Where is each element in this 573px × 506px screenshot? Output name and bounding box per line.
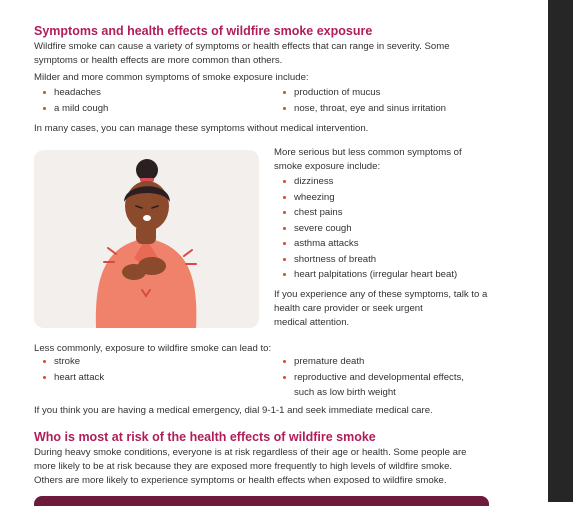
emergency-text: If you think you are having a medical emergency, dial 9-1-1 and seek immediate medical care. <box>34 405 433 416</box>
list-item: chest pains <box>280 205 457 221</box>
list-item: premature death <box>280 354 464 370</box>
list-item: shortness of breath <box>280 252 457 268</box>
list-item: headaches <box>40 85 108 101</box>
intro-paragraph <box>34 40 504 68</box>
section-heading-risk: Who is most at risk of the health effects of wildfire smoke <box>34 430 376 444</box>
experience-line-2: health care provider or seek urgent <box>274 303 423 314</box>
person-coughing-image <box>34 150 259 328</box>
serious-intro-line-2: smoke exposure include: <box>274 161 381 172</box>
risk-line-1: During heavy smoke conditions, everyone is at risk regardless of their age or health. Some people are <box>34 447 467 458</box>
list-item: a mild cough <box>40 101 108 117</box>
next-section-header-bar <box>34 496 489 506</box>
less-common-intro: Less commonly, exposure to wildfire smoke can lead to: <box>34 343 272 354</box>
serious-intro <box>274 146 514 174</box>
experience-paragraph <box>274 288 524 330</box>
less-common-list-right <box>280 354 464 401</box>
milder-list-right <box>280 85 446 116</box>
list-item: dizziness <box>280 174 457 190</box>
risk-line-2: more likely to be at risk because they are exposed more frequently to high levels of wildfire smoke. <box>34 461 453 472</box>
experience-line-3: medical attention. <box>274 317 350 328</box>
risk-line-3: Others are more likely to experience symptoms or health effects when exposed to wildfire smoke. <box>34 475 447 486</box>
list-item: heart attack <box>40 370 104 386</box>
list-item: wheezing <box>280 190 457 206</box>
list-item: stroke <box>40 354 104 370</box>
serious-symptoms-list <box>280 174 457 283</box>
list-item: production of mucus <box>280 85 446 101</box>
serious-intro-line-1: More serious but less common symptoms of <box>274 147 462 158</box>
experience-line-1: If you experience any of these symptoms, talk to a <box>274 289 488 300</box>
milder-list-left <box>40 85 108 116</box>
list-item-line-1: reproductive and developmental effects, <box>294 371 464 383</box>
list-item-line-2: such as low birth weight <box>294 387 396 398</box>
risk-paragraph <box>34 446 504 488</box>
manage-text: In many cases, you can manage these symptoms without medical intervention. <box>34 123 369 134</box>
list-item: heart palpitations (irregular heart beat) <box>280 267 457 283</box>
milder-intro: Milder and more common symptoms of smoke exposure include: <box>34 72 309 83</box>
list-item: nose, throat, eye and sinus irritation <box>280 101 446 117</box>
list-item <box>280 370 464 401</box>
list-item: asthma attacks <box>280 236 457 252</box>
person-coughing-illustration <box>34 150 259 328</box>
intro-line-2: symptoms or health effects are more common than others. <box>34 55 283 66</box>
intro-line-1: Wildfire smoke can cause a variety of symptoms or health effects that can range in severity. Some <box>34 41 450 52</box>
section-heading-symptoms: Symptoms and health effects of wildfire smoke exposure <box>34 24 373 38</box>
list-item: severe cough <box>280 221 457 237</box>
less-common-list-left <box>40 354 104 385</box>
vertical-scrollbar[interactable] <box>548 0 573 502</box>
